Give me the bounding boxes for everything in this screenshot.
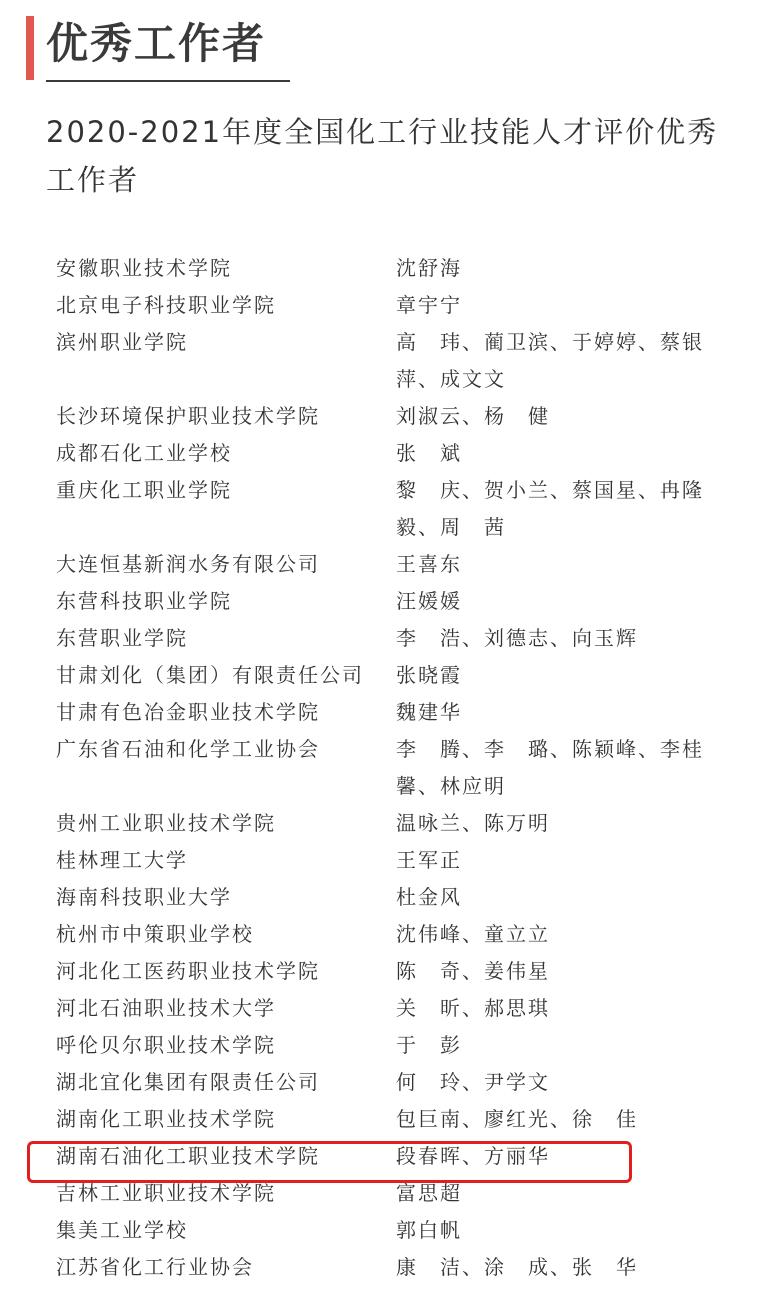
person-names: 章宇宁	[396, 293, 462, 317]
person-names: 段春晖、方丽华	[396, 1144, 550, 1168]
list-item	[0, 731, 780, 805]
list-item	[0, 953, 780, 990]
list-item	[0, 398, 780, 435]
org-name: 吉林工业职业技术学院	[56, 1181, 276, 1205]
list-item	[0, 805, 780, 842]
org-name: 安徽职业技术学院	[56, 256, 232, 280]
title-underline	[46, 80, 290, 82]
section-title: 优秀工作者	[46, 19, 267, 68]
section-header	[26, 14, 290, 82]
list-item	[0, 694, 780, 731]
list-item	[0, 842, 780, 879]
org-name: 湖南石油化工职业技术学院	[56, 1144, 320, 1168]
award-title: 2020-2021年度全国化工行业技能人才评价优秀工作者	[46, 115, 719, 197]
org-name: 成都石化工业学校	[56, 441, 232, 465]
list-item	[0, 583, 780, 620]
list-item	[0, 287, 780, 324]
org-name: 长沙环境保护职业技术学院	[56, 404, 320, 428]
list-item	[0, 1101, 780, 1138]
person-names: 杜金风	[396, 885, 462, 909]
org-name: 甘肃刘化（集团）有限责任公司	[56, 663, 364, 687]
list-item	[0, 546, 780, 583]
list-item	[0, 250, 780, 287]
org-name: 北京电子科技职业学院	[56, 293, 276, 317]
list-item	[0, 435, 780, 472]
list-item	[0, 657, 780, 694]
list-item	[0, 916, 780, 953]
org-name: 海南科技职业大学	[56, 885, 232, 909]
person-names: 李 腾、李 璐、陈颖峰、李桂馨、林应明	[396, 737, 704, 798]
person-names: 包巨南、廖红光、徐 佳	[396, 1107, 638, 1131]
org-name: 江苏省化工行业协会	[56, 1255, 254, 1279]
accent-bar	[26, 16, 34, 80]
person-names: 何 玲、尹学文	[396, 1070, 550, 1094]
person-names: 汪媛媛	[396, 589, 462, 613]
highlight-box	[27, 1141, 632, 1183]
org-name: 贵州工业职业技术学院	[56, 811, 276, 835]
awardee-list	[0, 250, 780, 1286]
list-item	[0, 324, 780, 398]
org-name: 湖南化工职业技术学院	[56, 1107, 276, 1131]
person-names: 康 洁、涂 成、张 华	[396, 1255, 638, 1279]
org-name: 大连恒基新润水务有限公司	[56, 552, 320, 576]
org-name: 河北石油职业技术大学	[56, 996, 276, 1020]
org-name: 桂林理工大学	[56, 848, 188, 872]
person-names: 张 斌	[396, 441, 462, 465]
org-name: 甘肃有色冶金职业技术学院	[56, 700, 320, 724]
person-names: 张晓霞	[396, 663, 462, 687]
person-names: 沈伟峰、童立立	[396, 922, 550, 946]
org-name: 杭州市中策职业学校	[56, 922, 254, 946]
person-names: 王喜东	[396, 552, 462, 576]
list-item	[0, 1027, 780, 1064]
person-names: 黎 庆、贺小兰、蔡国星、冉隆毅、周 茜	[396, 478, 704, 539]
org-name: 东营职业学院	[56, 626, 188, 650]
list-item	[0, 990, 780, 1027]
list-item	[0, 472, 780, 546]
org-name: 湖北宜化集团有限责任公司	[56, 1070, 320, 1094]
org-name: 广东省石油和化学工业协会	[56, 737, 320, 761]
person-names: 关 昕、郝思琪	[396, 996, 550, 1020]
person-names: 郭白帆	[396, 1218, 462, 1242]
person-names: 陈 奇、姜伟星	[396, 959, 550, 983]
person-names: 李 浩、刘德志、向玉辉	[396, 626, 638, 650]
org-name: 集美工业学校	[56, 1218, 188, 1242]
org-name: 河北化工医药职业技术学院	[56, 959, 320, 983]
person-names: 沈舒海	[396, 256, 462, 280]
person-names: 刘淑云、杨 健	[396, 404, 550, 428]
list-item	[0, 620, 780, 657]
org-name: 重庆化工职业学院	[56, 478, 232, 502]
person-names: 温咏兰、陈万明	[396, 811, 550, 835]
list-item	[0, 879, 780, 916]
person-names: 高 玮、蔺卫滨、于婷婷、蔡银萍、成文文	[396, 330, 704, 391]
org-name: 东营科技职业学院	[56, 589, 232, 613]
person-names: 王军正	[396, 848, 462, 872]
person-names: 富思超	[396, 1181, 462, 1205]
list-item	[0, 1249, 780, 1286]
person-names: 于 彭	[396, 1033, 462, 1057]
list-item	[0, 1064, 780, 1101]
person-names: 魏建华	[396, 700, 462, 724]
org-name: 呼伦贝尔职业技术学院	[56, 1033, 276, 1057]
list-item	[0, 1212, 780, 1249]
org-name: 滨州职业学院	[56, 330, 188, 354]
